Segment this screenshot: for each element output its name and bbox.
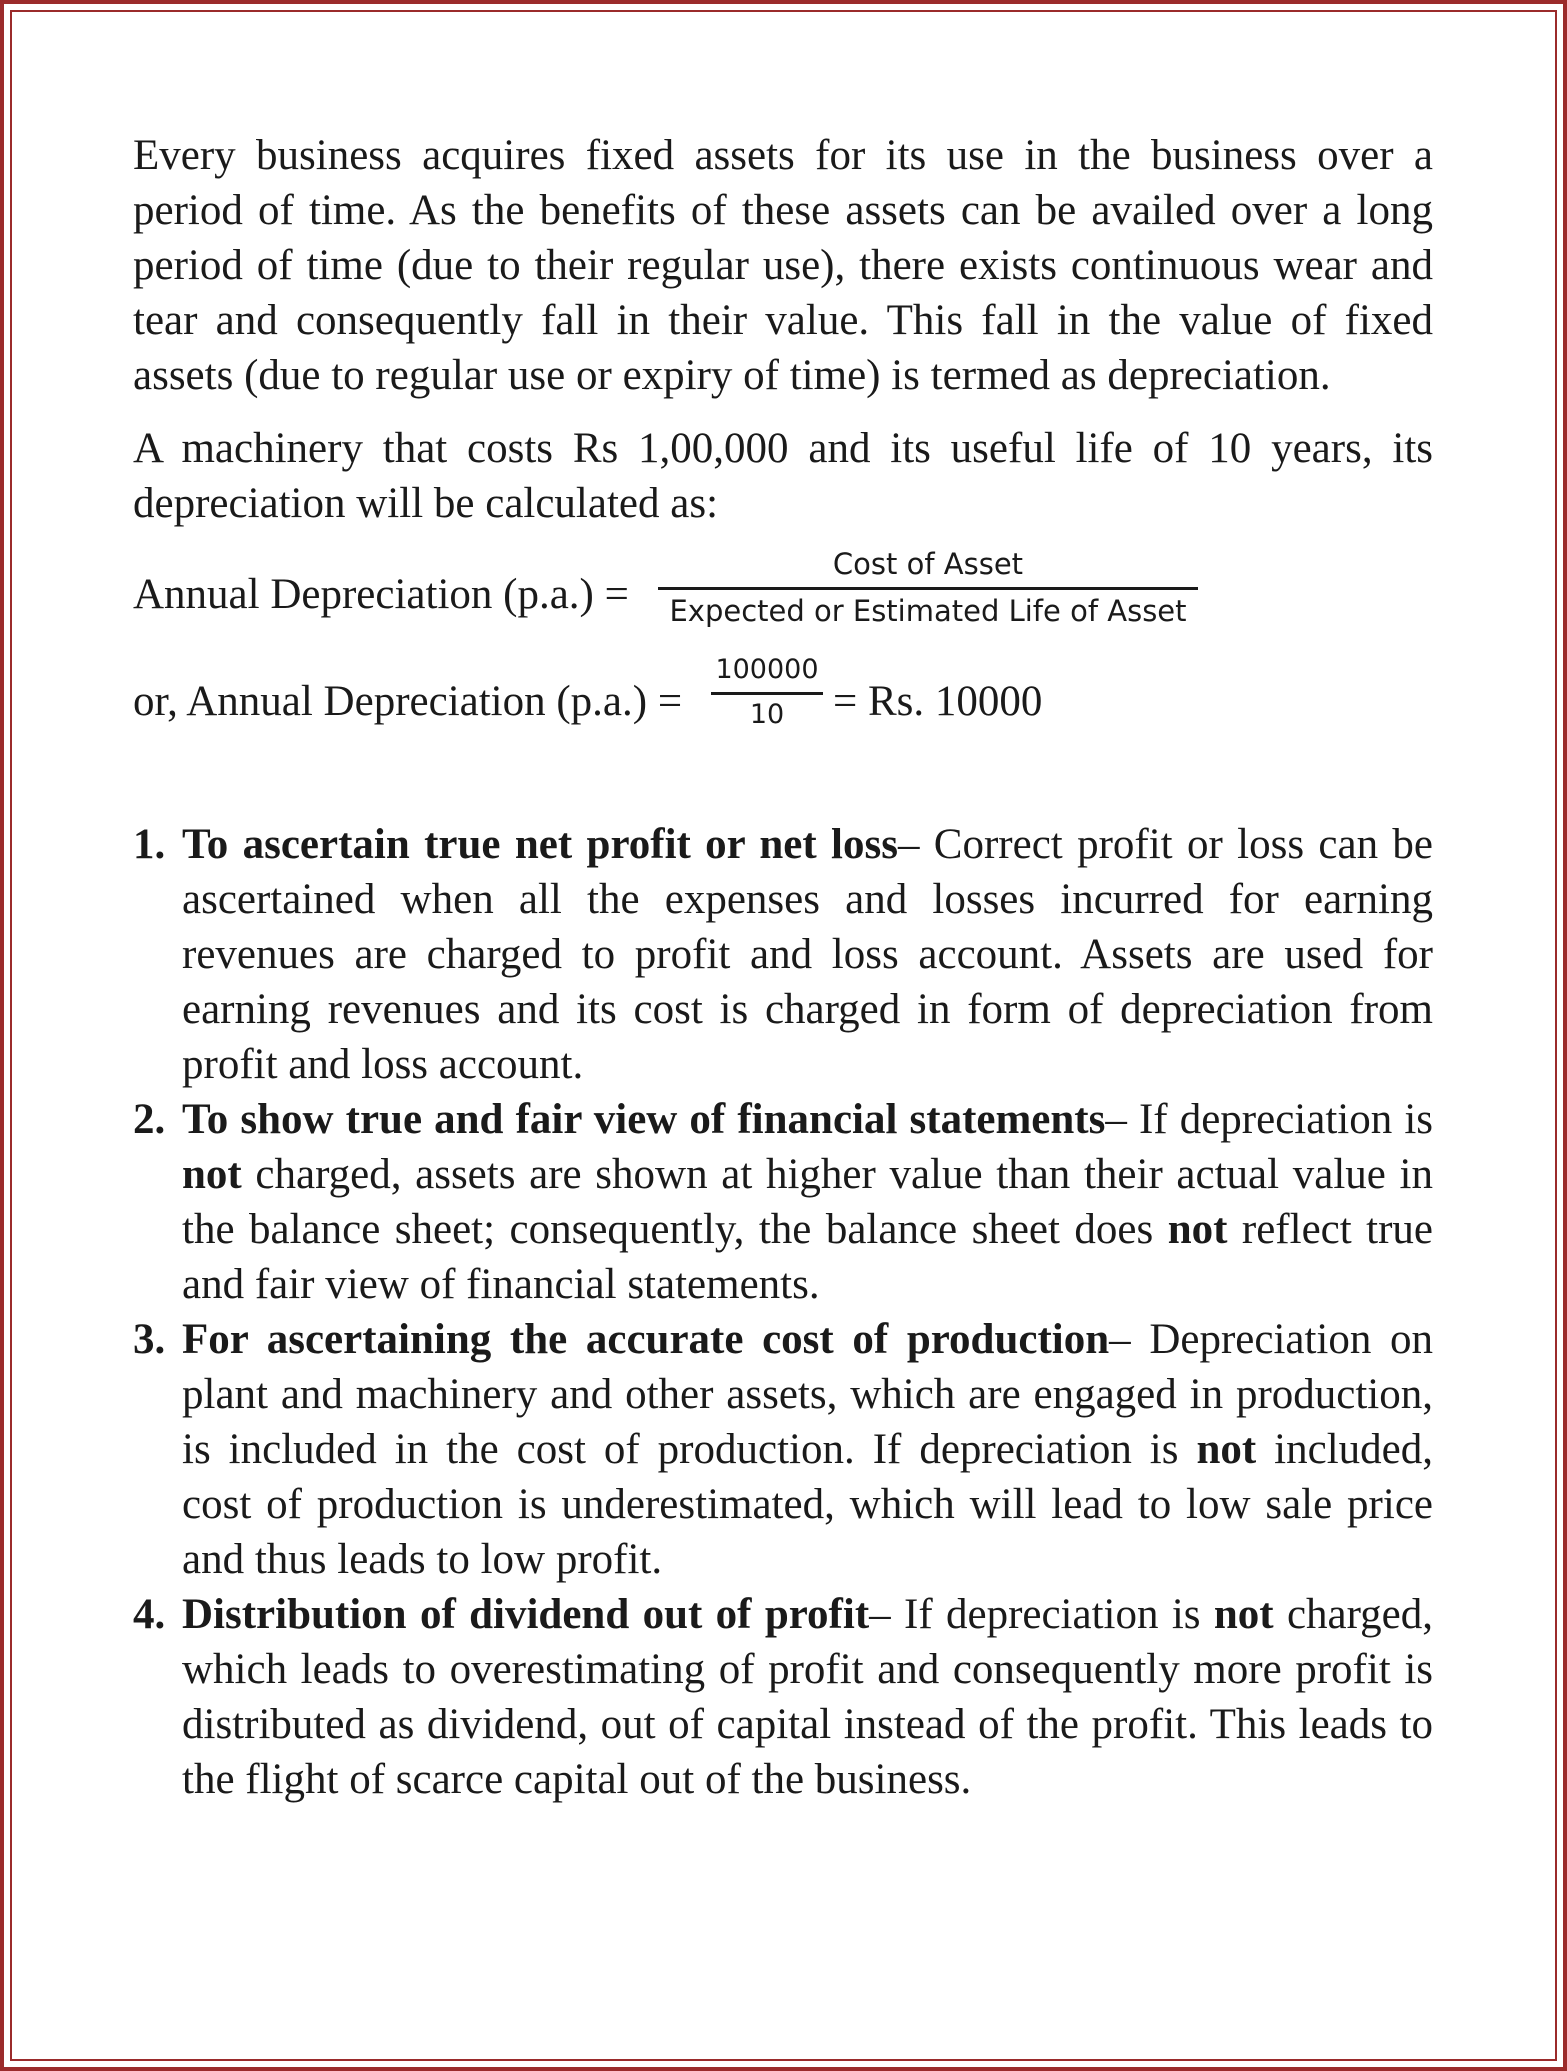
item-text: included, cost of production is underestimated, which will lead to low sale price and thus leads to low profit.: [182, 1426, 1433, 1583]
item-text: If depreciation is: [1138, 1096, 1434, 1143]
emphasis-not: not: [182, 1151, 242, 1198]
list-item: [133, 1312, 1433, 1587]
item-dash: –: [869, 1591, 904, 1638]
item-dash: –: [897, 821, 934, 868]
depreciation-calculation: [133, 654, 1433, 749]
list-item: [133, 817, 1433, 1092]
formula-lhs: Annual Depreciation (p.a.) =: [133, 571, 629, 618]
item-text: Depreciation on plant and machinery and other assets, which are engaged in production, is included in the cost of production. If depreciation is: [182, 1316, 1434, 1473]
calculation-fraction: [711, 654, 823, 731]
item-dash: –: [1105, 1096, 1139, 1143]
item-heading: For ascertaining the accurate cost of production: [182, 1316, 1110, 1363]
intro-paragraph: Every business acquires fixed assets for its use in the business over a period of time. As the benefits of these assets can be availed over a long period of time (due to their regular use), there exists continuous wear and tear and consequently fall in their value. This fall in the value of fixed assets (due to regular use or expiry of time) is termed as depreciation.: [133, 132, 1433, 399]
emphasis-not: not: [1196, 1426, 1257, 1473]
item-text: If depreciation is: [904, 1591, 1214, 1638]
item-text: charged, which leads to overestimating of profit and consequently more profit is distributed as dividend, out of capital instead of the profit. This leads to the flight of scarce capital out of the business.: [182, 1591, 1433, 1803]
emphasis-not: not: [1213, 1591, 1274, 1638]
example-paragraph: A machinery that costs Rs 1,00,000 and its useful life of 10 years, its depreciation will be calculated as:: [133, 425, 1433, 527]
calculation-lhs: or, Annual Depreciation (p.a.) =: [133, 678, 683, 725]
calculation-denominator: 10: [749, 699, 785, 730]
reasons-list: [133, 817, 1433, 1807]
item-number: 3.: [133, 1316, 166, 1363]
item-text: Correct profit or loss can be ascertained when all the expenses and losses incurred for earning revenues are charged to profit and loss account. Assets are used for earning revenues and its cost is charged in form of depreciation from profit and loss account.: [182, 821, 1434, 1088]
formula-fraction: [658, 547, 1198, 628]
item-number: 4.: [133, 1591, 166, 1638]
item-number: 1.: [133, 821, 166, 868]
item-heading: To show true and fair view of financial statements: [182, 1096, 1106, 1143]
item-number: 2.: [133, 1096, 166, 1143]
calculation-result: = Rs. 10000: [833, 678, 1043, 725]
depreciation-formula: [133, 547, 1433, 642]
formula-numerator: Cost of Asset: [832, 547, 1024, 581]
item-heading: To ascertain true net profit or net loss: [182, 821, 898, 868]
item-text: reflect true and fair view of financial statements.: [182, 1206, 1434, 1308]
calculation-numerator: 100000: [715, 654, 819, 685]
item-text: charged, assets are shown at higher value than their actual value in the balance sheet; consequently, the balance sheet does: [182, 1151, 1433, 1253]
document-content: [133, 128, 1433, 1807]
list-item: [133, 1092, 1433, 1312]
item-dash: –: [1109, 1316, 1150, 1363]
formula-denominator: Expected or Estimated Life of Asset: [669, 594, 1187, 628]
emphasis-not: not: [1167, 1206, 1228, 1253]
list-item: [133, 1587, 1433, 1807]
item-heading: Distribution of dividend out of profit: [182, 1591, 870, 1638]
